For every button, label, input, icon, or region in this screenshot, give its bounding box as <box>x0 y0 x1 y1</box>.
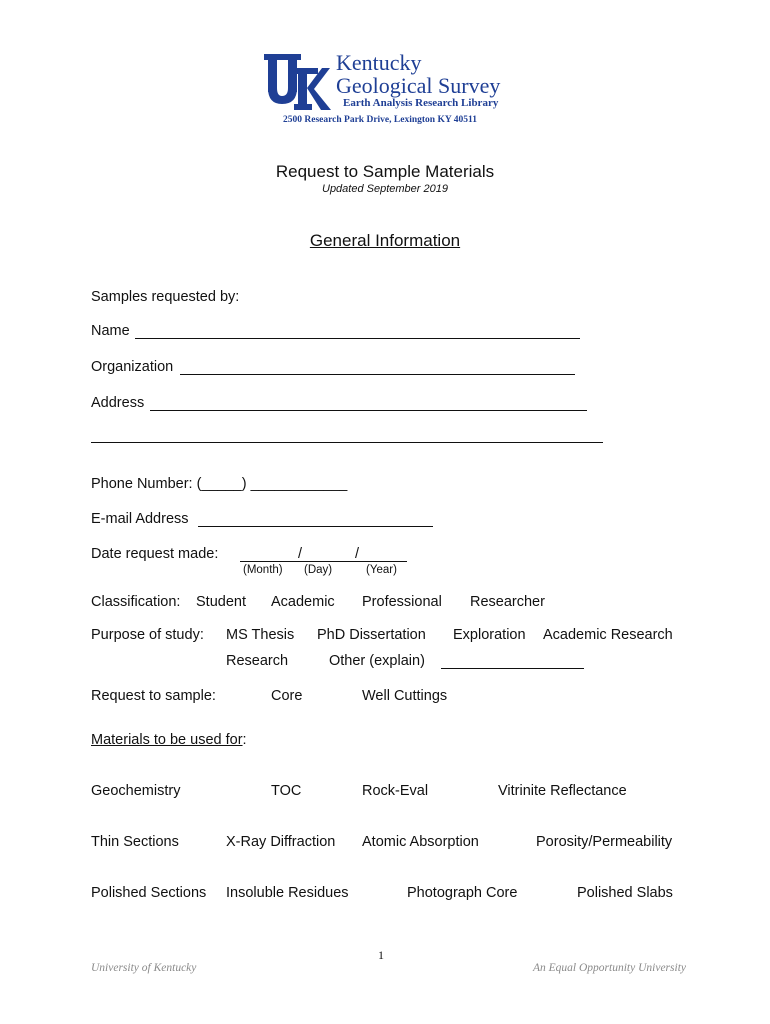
request-well-cuttings[interactable]: Well Cuttings <box>362 688 448 704</box>
page-number: 1 <box>378 948 384 962</box>
material-toc[interactable]: TOC <box>271 783 302 799</box>
footer-right: An Equal Opportunity University <box>533 962 686 974</box>
date-slash-1: / <box>298 546 303 562</box>
requested-by-label: Samples requested by: <box>91 289 240 305</box>
purpose-ms-thesis[interactable]: MS Thesis <box>226 627 295 643</box>
materials-heading-colon: : <box>242 732 247 748</box>
page-title: Request to Sample Materials <box>275 162 495 181</box>
material-vitrinite-reflectance[interactable]: Vitrinite Reflectance <box>498 783 627 799</box>
org-address: 2500 Research Park Drive, Lexington KY 40511 <box>283 115 477 125</box>
org-name-line2: Geological Survey <box>336 73 501 98</box>
material-insoluble-residues[interactable]: Insoluble Residues <box>226 885 349 901</box>
material-porosity-permeability[interactable]: Porosity/Permeability <box>536 834 673 850</box>
organization-field[interactable] <box>180 374 575 375</box>
name-field[interactable] <box>135 338 580 339</box>
organization-label: Organization <box>91 359 174 375</box>
classification-label: Classification: <box>91 594 181 610</box>
material-x-ray-diffraction[interactable]: X-Ray Diffraction <box>226 834 336 850</box>
request-core[interactable]: Core <box>271 688 303 704</box>
email-label: E-mail Address <box>91 511 189 527</box>
request-label: Request to sample: <box>91 688 216 704</box>
page-subtitle: Updated September 2019 <box>322 183 448 195</box>
materials-heading <box>91 732 247 748</box>
address-label: Address <box>91 395 145 411</box>
org-name-line1: Kentucky <box>336 50 422 75</box>
uk-logo-mark <box>264 52 332 112</box>
material-polished-sections[interactable]: Polished Sections <box>91 885 207 901</box>
classification-professional[interactable]: Professional <box>362 594 442 610</box>
date-field[interactable] <box>240 561 407 562</box>
date-year-hint: (Year) <box>366 564 397 576</box>
address-field[interactable] <box>150 410 587 411</box>
purpose-label: Purpose of study: <box>91 627 204 643</box>
phone-field[interactable]: Phone Number: (_____) ____________ <box>91 476 348 492</box>
material-photograph-core[interactable]: Photograph Core <box>407 885 518 901</box>
name-label: Name <box>91 323 130 339</box>
email-field[interactable] <box>198 526 433 527</box>
material-polished-slabs[interactable]: Polished Slabs <box>577 885 673 901</box>
address-field-line2[interactable] <box>91 442 603 443</box>
classification-student[interactable]: Student <box>196 594 246 610</box>
classification-academic[interactable]: Academic <box>271 594 335 610</box>
material-atomic-absorption[interactable]: Atomic Absorption <box>362 834 479 850</box>
material-geochemistry[interactable]: Geochemistry <box>91 783 181 799</box>
material-rock-eval[interactable]: Rock-Eval <box>362 783 429 799</box>
purpose-other[interactable]: Other (explain) <box>329 653 425 669</box>
purpose-research[interactable]: Research <box>226 653 289 669</box>
section-heading: General Information <box>309 231 461 250</box>
date-day-hint: (Day) <box>304 564 333 576</box>
date-label: Date request made: <box>91 546 219 562</box>
purpose-exploration[interactable]: Exploration <box>453 627 526 643</box>
material-thin-sections[interactable]: Thin Sections <box>91 834 179 850</box>
library-name: Earth Analysis Research Library <box>343 97 499 109</box>
date-slash-2: / <box>355 546 360 562</box>
purpose-other-explain-field[interactable] <box>441 668 584 669</box>
purpose-phd-dissertation[interactable]: PhD Dissertation <box>317 627 426 643</box>
date-month-hint: (Month) <box>243 564 283 576</box>
materials-heading-text: Materials to be used for <box>91 732 243 748</box>
footer-left: University of Kentucky <box>91 962 197 974</box>
purpose-academic-research[interactable]: Academic Research <box>543 627 673 643</box>
classification-researcher[interactable]: Researcher <box>470 594 545 610</box>
